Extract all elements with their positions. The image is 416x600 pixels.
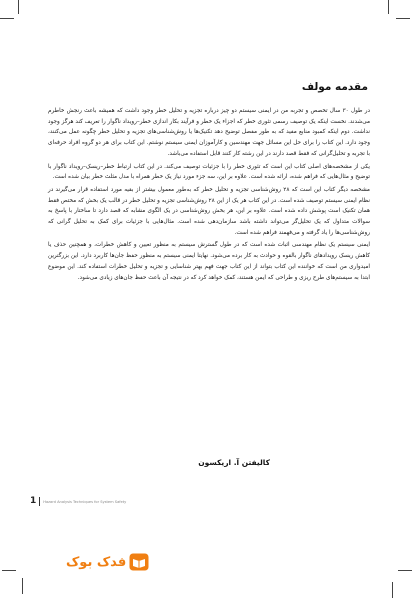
paragraph: ایمنی سیستم یک نظام مهندسی اثبات شده است که در طول گسترش سیستم به منظور تعیین و کاهش خطرات، و همچنین حذف یا کاهش ریسک رویدادهای ناگوار بالقوه و حوادث به کار برده می‌شود. نهایتا ایمنی سیستم به منظور حفظ جان‌ها کاربرد دارد. این بزرگترین امیدواری من است که خواننده این کتاب بتواند از این کتاب جهت فهم بهتر شناسایی و تجزیه و تحلیل خطرات استفاده کند. این موضوع ابتدا به سیستم‌های طرح ریزی و طراحی که ایمن هستند، کمک خواهد کرد که در نتیجه آن باعث حفظ جان‌های زیادی می‌شود.: [48, 242, 370, 281]
paragraph: یکی از مشخصه‌های اصلی کتاب این است که تئوری خطر را با جزئیات توصیف می‌کند. در این کتاب ارتباط خطر–ریسک–رویداد ناگوار با توضیح و مثال‌هایی که فراهم شده، ارائه شده است. علاوه بر این، سه جزء مورد نیاز یک خطر همراه با مدل مثلث خطر بیان شده است.: [48, 163, 370, 181]
watermark-text: فدک بوک: [66, 554, 127, 570]
author-signature: کالیفتن آ. اریکسون: [198, 458, 270, 467]
crop-mark: [22, 578, 23, 594]
crop-mark: [2, 570, 16, 571]
paragraph: در طول ۳۰ سال تخصص و تجربه من در ایمنی سیستم دو چیز درباره تجزیه و تحلیل خطر وجود داشت که همیشه باعث رنجش خاطرم می‌شدند. نخست اینکه یک توصیف رسمی تئوری خطر که اجزاء یک خطر و فرآیند بکار اندازی خطر–رویداد ناگوار را تعریف کند هرگز وجود نداشت. دوم اینکه کمبود منابع مفید که به طور مفصل توضیح دهد تکنیک‌ها یا روش‌شناسی‌های تجزیه و تحلیل خطر چگونه عمل می‌کنند، وجود دارد. این کتاب را برای حل این مسائل جهت مهندسین و کارآموزان ایمنی سیستم نوشتم. این کتاب برای هر دو گروه افراد حرفه‌ای با تجربه و تحلیل‌گرانی که فقط قصد دارند در این رشته کار کنند قابل استفاده می‌باشد.: [48, 108, 371, 157]
book-icon: [129, 553, 149, 571]
crop-mark: [392, 582, 393, 598]
crop-mark: [398, 570, 412, 571]
page-number: 1: [30, 496, 37, 506]
paragraph: مشخصه دیگر کتاب این است که ۲۸ روش‌شناسی تجزیه و تحلیل خطر که به‌طور معمول بیشتر از بقیه مورد استفاده قرار می‌گیرند در نظام ایمنی سیستم توصیف شده است. در این کتاب هر یک از این ۲۸ روش‌شناسی تجزیه و تحلیل خطر در قالب یک بخش که مختص فقط همان تکنیک است پوشش داده شده است. علاوه بر این، هر بخش روش‌شناسی در یک الگوی مشابه که قصد دارد تا ساختار با پاسخ به سوالات متداول که یک تحلیل‌گر می‌تواند داشته باشد سازمان‌دهی شده است. مثال‌هایی با جزئیات برای کمک به تحلیل گرانی که روش‌شناسی‌ها را یاد گرفته و می‌فهمند فراهم شده است.: [48, 186, 371, 236]
crop-mark: [396, 18, 410, 19]
page-footer: [30, 497, 126, 506]
body-text: [48, 106, 370, 285]
running-footer: Hazard Analysis Techniques for System Safety: [43, 499, 127, 504]
crop-mark: [388, 0, 389, 14]
page-title: مقدمه مولف: [301, 81, 368, 93]
footer-divider: [39, 497, 40, 506]
crop-mark: [0, 18, 14, 19]
watermark-logo: [66, 553, 149, 571]
crop-mark: [18, 0, 19, 14]
